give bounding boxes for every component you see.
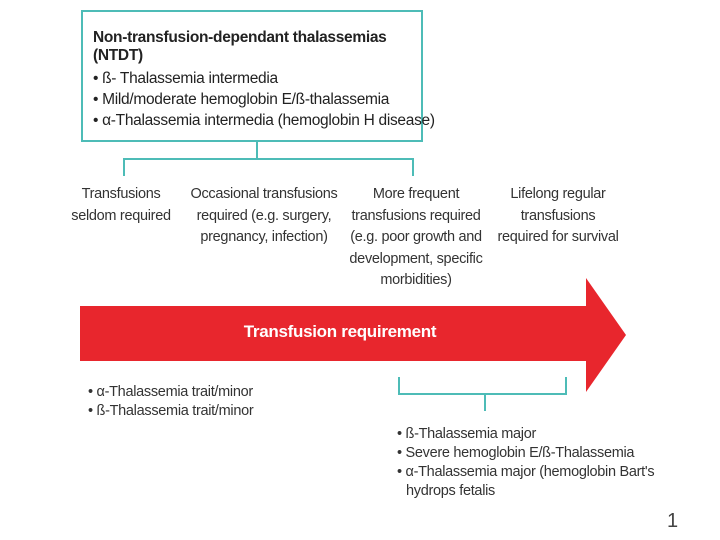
list-item-continued: hydrops fetalis (406, 483, 495, 499)
stage-line: morbidities) (380, 272, 452, 288)
bracket-bar (398, 393, 567, 395)
ntdt-box (81, 10, 435, 142)
stage-line: Lifelong regular (510, 186, 606, 202)
stage-line: required for survival (497, 229, 619, 245)
ntdt-item: • ß- Thalassemia intermedia (93, 68, 421, 89)
stage-line: pregnancy, infection) (200, 229, 328, 245)
bracket-tick (123, 158, 125, 176)
list-item: • ß-Thalassemia major (397, 425, 654, 444)
list-item: • α-Thalassemia trait/minor (88, 383, 253, 402)
stage-line: transfusions required (351, 207, 481, 224)
ntdt-title: Non-transfusion-dependant thalassemias (NTDT) (93, 29, 387, 64)
bracket-stem (484, 393, 486, 411)
ntdt-item: • Mild/moderate hemoglobin E/ß-thalassemia (93, 89, 421, 110)
list-item: • α-Thalassemia major (hemoglobin Bart's (397, 463, 654, 482)
bracket-bar (123, 158, 414, 160)
low-requirement-list (88, 383, 253, 421)
arrow-label: Transfusion requirement (243, 322, 437, 341)
stage-lifelong (492, 184, 624, 249)
bracket-stem (256, 142, 258, 159)
ntdt-item: • α-Thalassemia intermedia (hemoglobin H disease) (93, 110, 421, 131)
stage-seldom (60, 184, 182, 227)
stage-line: development, specific (349, 250, 483, 267)
stage-line: Transfusions (81, 186, 161, 202)
bracket-tick (412, 158, 414, 176)
list-item: • ß-Thalassemia trait/minor (88, 402, 253, 421)
page-number: 1 (667, 510, 679, 532)
high-requirement-list (397, 425, 654, 501)
stage-line: transfusions (520, 207, 596, 224)
stage-occasional (190, 184, 338, 249)
stage-line: More frequent (372, 186, 460, 202)
stage-frequent (348, 184, 484, 292)
stage-line: (e.g. poor growth and (350, 229, 482, 245)
stage-line: Occasional transfusions (190, 186, 338, 202)
stage-line: seldom required (71, 207, 171, 224)
stage-line: required (e.g. surgery, (196, 207, 332, 224)
list-item: • Severe hemoglobin E/ß-Thalassemia (397, 444, 654, 463)
